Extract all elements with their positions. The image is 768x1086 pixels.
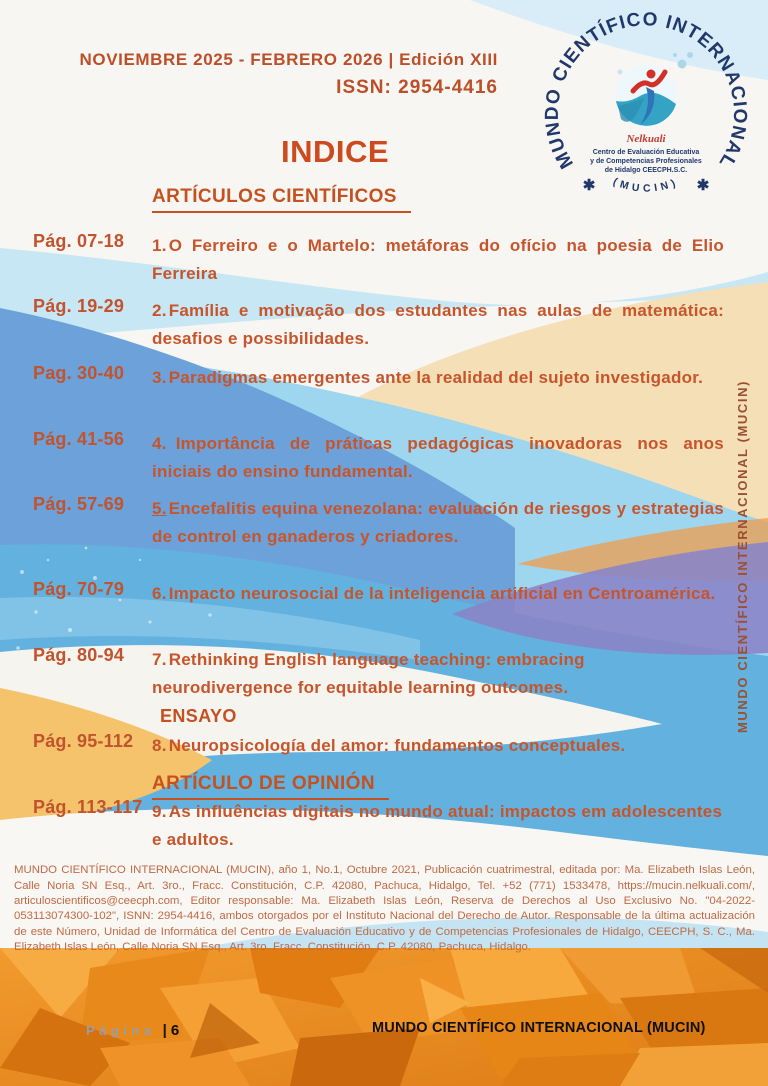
toc-title: 6. Impacto neurosocial de la inteligencia artificial en Centroamérica. bbox=[152, 584, 716, 603]
toc-pages: Pág. 70-79 bbox=[33, 579, 125, 599]
section-opinion: ARTÍCULO DE OPINIÓN bbox=[152, 773, 389, 800]
star-icon: ✱ bbox=[582, 177, 596, 194]
toc-title: 2. Família e motivação dos estudantes nas aulas de matemática: desafios e possibilidades. bbox=[152, 301, 724, 348]
page-number-label bbox=[86, 1022, 179, 1039]
imprint-paragraph: MUNDO CIENTÍFICO INTERNACIONAL (MUCIN), año 1, No.1, Octubre 2021, Publicación cuatrimestral, editada por: Ma. Elizabeth Islas León, Calle Noria SN Esq., Art. 3ro., Fracc. Constitución, C.P. 42080, Pachuca, Hidalgo, Tel. +52 (771) 1533478, https://mucin.nelkuali.com/, articuloscientificos@ceecph.com, Editor responsable: Ma. Elizabeth Islas León, Reserva de Derechos al Uso Exclusivo No. "04-2022-053113074300-102", ISNN: 2954-4416, ambos otorgados por el Instituto Nacional del Derecho de Autor. Responsable de la última actualización de este Número, Unidad de Informática del Centro de Evaluación Educativo y de Competencias Profesionales de Hidalgo, CEECPH, S. C., Ma. Elizabeth Islas León, Calle Noria SN Esq., Art. 3ro. Fracc. Constitución, C.P. 42080, Pachuca, Hidalgo. bbox=[14, 864, 755, 953]
toc-pages: Pág. 95-112 bbox=[33, 731, 134, 751]
toc-title: 5. Encefalitis equina venezolana: evaluación de riesgos y estrategias de control en ganaderos y criadores. bbox=[152, 499, 724, 546]
toc-pages: Pág. 57-69 bbox=[33, 494, 125, 514]
svg-text:de Hidalgo CEECPH.S.C.: de Hidalgo CEECPH.S.C. bbox=[604, 167, 688, 174]
toc-pages: Pág. 07-18 bbox=[33, 231, 125, 251]
vertical-journal-name: MUNDO CIENTÍFICO INTERNACIONAL (MUCIN) bbox=[735, 379, 750, 733]
toc-pages: Pág. 41-56 bbox=[33, 429, 125, 449]
page-title: INDICE bbox=[280, 134, 390, 169]
svg-text:MUNDO CIENTÍFICO INTERNACIONAL: MUNDO CIENTÍFICO INTERNACIONAL bbox=[541, 9, 751, 173]
svg-text:Nelkuali: Nelkuali bbox=[626, 133, 666, 145]
toc-pages: Pág. 19-29 bbox=[33, 296, 125, 316]
page-separator: | bbox=[162, 1022, 167, 1039]
toc-pages: Pag. 30-40 bbox=[33, 363, 125, 383]
toc-title: 9. As influências digitais no mundo atual: impactos em adolescentes e adultos. bbox=[152, 802, 723, 849]
bottom-bar-cubes bbox=[0, 948, 768, 1086]
toc-pages: Pág. 113-117 bbox=[33, 797, 143, 817]
page-number: 6 bbox=[170, 1022, 180, 1039]
toc-title: 3. Paradigmas emergentes ante la realidad del sujeto investigador. bbox=[152, 368, 704, 387]
page-word: Página bbox=[86, 1023, 156, 1038]
issue-line: NOVIEMBRE 2025 - FEBRERO 2026 | Edición XIII bbox=[79, 50, 498, 69]
toc-pages: Pág. 80-94 bbox=[33, 645, 125, 665]
toc-title: 4. Importância de práticas pedagógicas inovadoras nos anos iniciais do ensino fundamental. bbox=[152, 434, 724, 481]
issn-line: ISSN: 2954-4416 bbox=[336, 77, 498, 98]
toc-title: 7. Rethinking English language teaching: embracing neurodivergence for equitable learning outcomes. bbox=[152, 650, 585, 697]
svg-text:Centro de Evaluación Educativa: Centro de Evaluación Educativa bbox=[592, 149, 700, 156]
toc-title: 8. Neuropsicología del amor: fundamentos conceptuales. bbox=[152, 736, 626, 755]
svg-text:(MUCIN): (MUCIN) bbox=[611, 175, 681, 195]
star-icon: ✱ bbox=[696, 177, 710, 194]
svg-text:y de Competencias Profesionale: y de Competencias Profesionales bbox=[590, 158, 702, 165]
footer-journal-name: MUNDO CIENTÍFICO INTERNACIONAL (MUCIN) bbox=[372, 1020, 706, 1036]
toc-title: 1. O Ferreiro e o Martelo: metáforas do ofício na poesia de Elio Ferreira bbox=[152, 236, 724, 283]
section-articles: ARTÍCULOS CIENTÍFICOS bbox=[152, 186, 411, 213]
masthead bbox=[40, 50, 498, 99]
logo-emblem bbox=[615, 52, 693, 127]
journal-logo bbox=[532, 8, 760, 230]
section-essay: ENSAYO bbox=[160, 706, 237, 726]
